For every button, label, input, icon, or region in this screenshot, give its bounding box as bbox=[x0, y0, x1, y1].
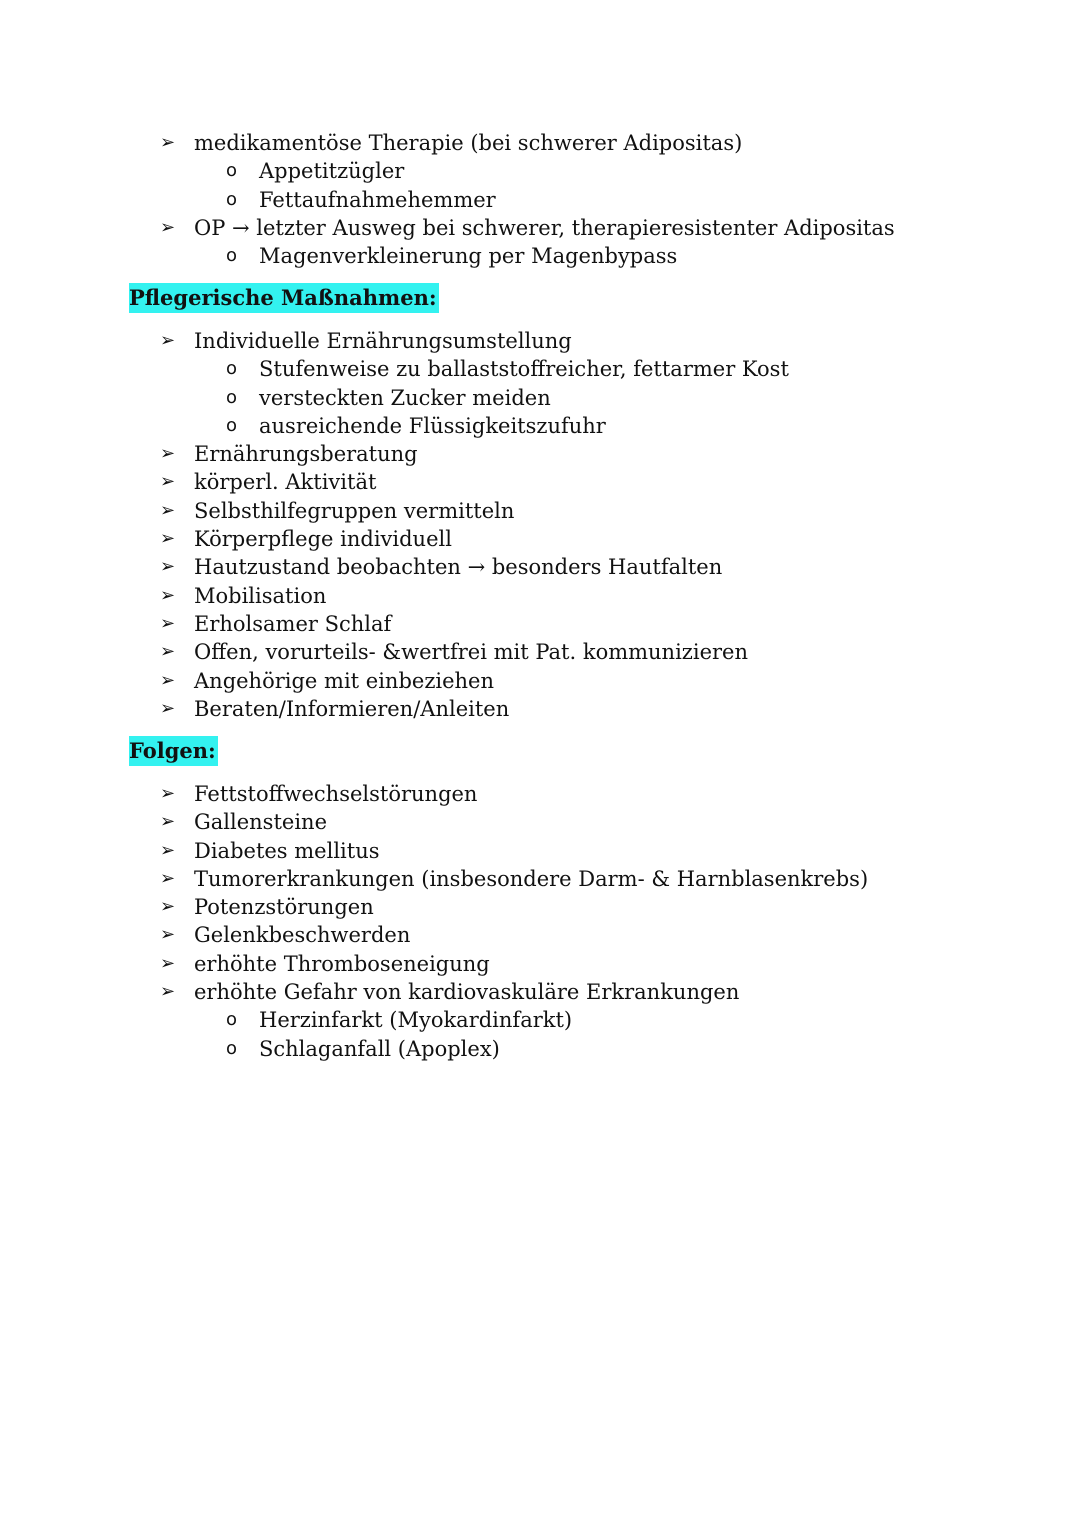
arrow-bullet-icon: ➢ bbox=[160, 896, 176, 918]
circle-bullet-icon: o bbox=[226, 188, 238, 210]
list-item-text: erhöhte Gefahr von kardiovaskuläre Erkrankungen bbox=[194, 980, 740, 1005]
list-item-text: Selbsthilfegruppen vermitteln bbox=[194, 498, 515, 523]
section-heading-pflege: Pflegerische Maßnahmen: bbox=[129, 283, 439, 313]
list-item bbox=[0, 242, 1080, 270]
section-heading-folgen: Folgen: bbox=[129, 736, 218, 766]
list-item-text: Beraten/Informieren/Anleiten bbox=[194, 696, 510, 721]
arrow-bullet-icon: ➢ bbox=[160, 641, 176, 663]
list-item-text: Gelenkbeschwerden bbox=[194, 923, 411, 948]
circle-bullet-icon: o bbox=[226, 245, 238, 267]
list-item bbox=[0, 667, 1080, 695]
circle-bullet-icon: o bbox=[226, 414, 238, 436]
list-item bbox=[0, 355, 1080, 383]
circle-bullet-icon: o bbox=[226, 1037, 238, 1059]
arrow-bullet-icon: ➢ bbox=[160, 499, 176, 521]
list-item-text: Angehörige mit einbeziehen bbox=[194, 668, 494, 693]
list-item-text: erhöhte Thromboseneigung bbox=[194, 951, 490, 976]
list-item-text: Erholsamer Schlaf bbox=[194, 611, 392, 636]
list-item-text: Fettstoffwechselstörungen bbox=[194, 782, 478, 806]
arrow-bullet-icon: ➢ bbox=[160, 612, 176, 634]
list-item bbox=[0, 129, 1080, 157]
list-item bbox=[0, 921, 1080, 949]
arrow-bullet-icon: ➢ bbox=[160, 471, 176, 493]
list-item-text: Ernährungsberatung bbox=[194, 442, 418, 467]
folgen-list bbox=[0, 780, 1080, 1063]
arrow-bullet-icon: ➢ bbox=[160, 783, 176, 804]
list-item bbox=[0, 780, 1080, 808]
list-item-text: Appetitzügler bbox=[259, 159, 405, 184]
list-item bbox=[0, 186, 1080, 214]
list-item bbox=[0, 582, 1080, 610]
arrow-bullet-icon: ➢ bbox=[160, 952, 176, 974]
therapy-list bbox=[0, 129, 1080, 270]
list-item bbox=[0, 1035, 1080, 1063]
list-item-text: Fettaufnahmehemmer bbox=[259, 187, 496, 212]
list-item bbox=[0, 610, 1080, 638]
list-item-text: Tumorerkrankungen (insbesondere Darm- & Harnblasenkrebs) bbox=[194, 866, 869, 891]
list-item-text: medikamentöse Therapie (bei schwerer Adipositas) bbox=[194, 131, 743, 155]
arrow-bullet-icon: ➢ bbox=[160, 216, 176, 238]
circle-bullet-icon: o bbox=[226, 358, 238, 380]
list-item bbox=[0, 553, 1080, 581]
arrow-bullet-icon: ➢ bbox=[160, 528, 176, 550]
list-item-text: ausreichende Flüssigkeitszufuhr bbox=[259, 413, 606, 438]
arrow-bullet-icon: ➢ bbox=[160, 924, 176, 946]
arrow-bullet-icon: ➢ bbox=[160, 132, 176, 153]
list-item-text: Magenverkleinerung per Magenbypass bbox=[259, 244, 678, 269]
arrow-bullet-icon: ➢ bbox=[160, 556, 176, 578]
list-item-text: Stufenweise zu ballaststoffreicher, fettarmer Kost bbox=[259, 357, 789, 382]
list-item-text: Gallensteine bbox=[194, 810, 327, 835]
list-item-text: Schlaganfall (Apoplex) bbox=[259, 1036, 500, 1061]
list-item bbox=[0, 327, 1080, 355]
list-item-text: Körperpflege individuell bbox=[194, 527, 452, 552]
circle-bullet-icon: o bbox=[226, 160, 238, 182]
list-item bbox=[0, 893, 1080, 921]
list-item-text: körperl. Aktivität bbox=[194, 470, 377, 495]
list-item-text: Individuelle Ernährungsumstellung bbox=[194, 329, 572, 353]
list-item bbox=[0, 837, 1080, 865]
list-item bbox=[0, 808, 1080, 836]
list-item bbox=[0, 440, 1080, 468]
list-item bbox=[0, 695, 1080, 723]
arrow-bullet-icon: ➢ bbox=[160, 867, 176, 889]
list-item-text: Offen, vorurteils- &wertfrei mit Pat. kommunizieren bbox=[194, 640, 748, 665]
circle-bullet-icon: o bbox=[226, 386, 238, 408]
arrow-bullet-icon: ➢ bbox=[160, 839, 176, 861]
list-item-text: Mobilisation bbox=[194, 583, 327, 608]
arrow-bullet-icon: ➢ bbox=[160, 811, 176, 833]
arrow-bullet-icon: ➢ bbox=[160, 584, 176, 606]
arrow-bullet-icon: ➢ bbox=[160, 981, 176, 1003]
arrow-bullet-icon: ➢ bbox=[160, 669, 176, 691]
list-item bbox=[0, 978, 1080, 1006]
list-item bbox=[0, 638, 1080, 666]
list-item bbox=[0, 497, 1080, 525]
list-item bbox=[0, 384, 1080, 412]
list-item bbox=[0, 865, 1080, 893]
list-item-text: Potenzstörungen bbox=[194, 895, 374, 920]
arrow-bullet-icon: ➢ bbox=[160, 443, 176, 465]
list-item bbox=[0, 525, 1080, 553]
pflege-list bbox=[0, 327, 1080, 723]
list-item bbox=[0, 468, 1080, 496]
list-item-text: Hautzustand beobachten → besonders Hautfalten bbox=[194, 555, 723, 580]
list-item-text: OP → letzter Ausweg bei schwerer, therapieresistenter Adipositas bbox=[194, 215, 895, 240]
list-item-text: Diabetes mellitus bbox=[194, 838, 380, 863]
list-item bbox=[0, 950, 1080, 978]
list-item-text: versteckten Zucker meiden bbox=[259, 385, 551, 410]
list-item bbox=[0, 1006, 1080, 1034]
list-item bbox=[0, 157, 1080, 185]
list-item-text: Herzinfarkt (Myokardinfarkt) bbox=[259, 1008, 573, 1033]
list-item bbox=[0, 214, 1080, 242]
arrow-bullet-icon: ➢ bbox=[160, 697, 176, 719]
list-item bbox=[0, 412, 1080, 440]
arrow-bullet-icon: ➢ bbox=[160, 330, 176, 351]
circle-bullet-icon: o bbox=[226, 1009, 238, 1031]
